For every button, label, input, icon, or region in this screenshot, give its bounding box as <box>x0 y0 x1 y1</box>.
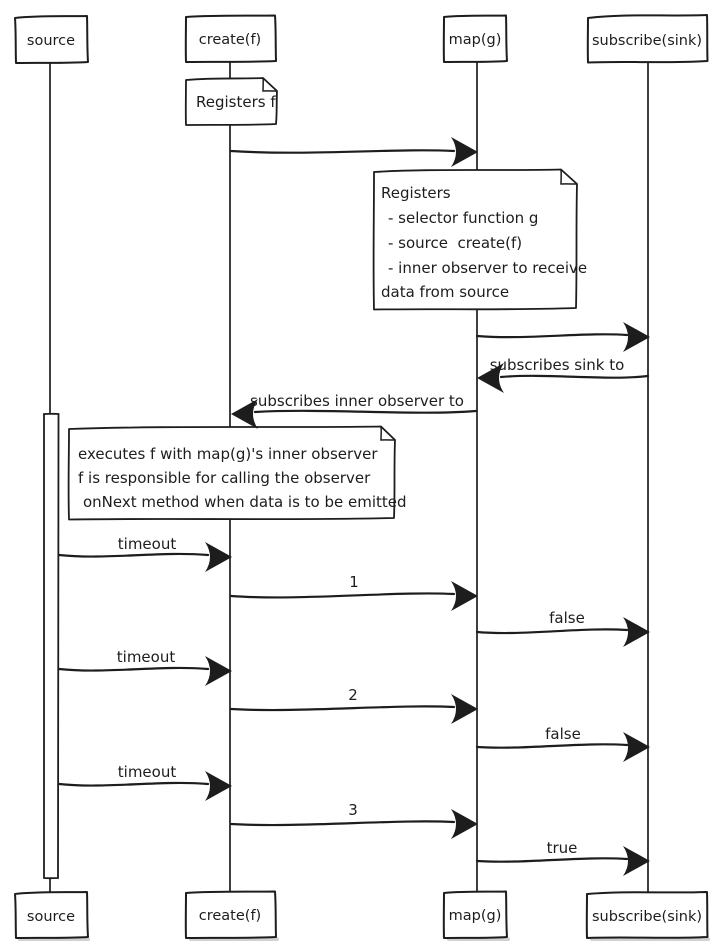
participant-label: source <box>26 33 76 49</box>
message-label: subscribes inner observer to <box>250 392 464 410</box>
arrowhead-icon <box>451 809 478 839</box>
note-text: - inner observer to receive <box>388 259 588 277</box>
arrow-line <box>59 783 208 786</box>
message-value-3 <box>231 801 478 839</box>
activation-bar-source <box>44 414 59 878</box>
message-label: subscribes sink to <box>489 356 625 374</box>
message-value-1 <box>231 573 478 611</box>
arrow-line <box>255 411 476 413</box>
participant-bottom-create <box>186 892 279 941</box>
message-timeout-3 <box>59 763 232 801</box>
arrow-line <box>477 629 627 633</box>
arrowhead-icon <box>205 771 232 801</box>
message-label: true <box>546 839 578 857</box>
message-timeout-1 <box>59 535 232 572</box>
arrow-line <box>501 376 648 378</box>
note-text: data from source <box>381 283 510 301</box>
participant-bottom-map <box>444 892 510 941</box>
arrowhead-icon <box>451 137 478 167</box>
message-register-f-call <box>231 137 478 167</box>
participant-top-create <box>186 16 276 63</box>
arrow-line <box>59 668 208 671</box>
note-text: onNext method when data is to be emitted <box>83 493 407 511</box>
arrow-line <box>477 334 627 337</box>
participant-top-source <box>15 16 88 63</box>
participant-label: map(g) <box>448 908 502 924</box>
participant-label: create(f) <box>198 908 262 924</box>
participant-top-map <box>444 16 507 63</box>
arrowhead-icon <box>623 732 650 762</box>
note-text: Registers <box>381 184 451 202</box>
message-label: timeout <box>117 535 177 553</box>
arrow-line <box>477 744 627 747</box>
participant-bottom-source <box>15 892 90 941</box>
message-timeout-2 <box>59 648 232 686</box>
arrowhead-icon <box>205 656 232 686</box>
participant-label: subscribe(sink) <box>591 909 703 925</box>
message-map-to-subscribe <box>477 322 650 352</box>
arrowhead-icon <box>623 846 650 876</box>
note-text: - selector function g <box>388 209 539 227</box>
arrow-line <box>59 554 208 557</box>
message-label: timeout <box>116 648 176 666</box>
note-map-registers <box>374 170 588 310</box>
message-true <box>477 839 650 876</box>
participant-label: source <box>26 909 76 925</box>
note-text: executes f with map(g)'s inner observer <box>78 445 378 463</box>
arrow-line <box>231 821 454 825</box>
participant-label: map(g) <box>448 32 502 48</box>
note-text: - source create(f) <box>388 234 523 252</box>
note-registers-f <box>186 78 277 125</box>
arrow-line <box>231 150 454 152</box>
note-executes-f <box>69 427 407 520</box>
message-false-1 <box>477 609 650 647</box>
note-text: f is responsible for calling the observer <box>78 469 371 487</box>
message-false-2 <box>477 725 650 762</box>
arrow-line <box>231 593 454 597</box>
arrowhead-icon <box>623 322 650 352</box>
arrow-line <box>231 706 454 710</box>
arrowhead-icon <box>451 694 478 724</box>
arrowhead-icon <box>623 617 650 647</box>
participant-label: subscribe(sink) <box>591 33 703 49</box>
message-label: timeout <box>117 763 177 781</box>
message-label: false <box>545 725 581 743</box>
message-label: 2 <box>348 686 358 704</box>
arrow-line <box>477 858 627 861</box>
arrowhead-icon <box>451 581 478 611</box>
message-label: 3 <box>348 801 358 819</box>
message-label: false <box>549 609 585 627</box>
message-value-2 <box>231 686 478 724</box>
message-subscribes-inner-observer <box>231 392 476 429</box>
message-subscribes-sink-to <box>477 356 648 393</box>
arrowhead-icon <box>205 542 232 572</box>
message-label: 1 <box>349 573 359 591</box>
participant-label: create(f) <box>198 32 262 48</box>
participant-bottom-subscribe <box>587 892 710 941</box>
note-text: Registers f <box>196 93 276 111</box>
participant-top-subscribe <box>588 15 708 63</box>
